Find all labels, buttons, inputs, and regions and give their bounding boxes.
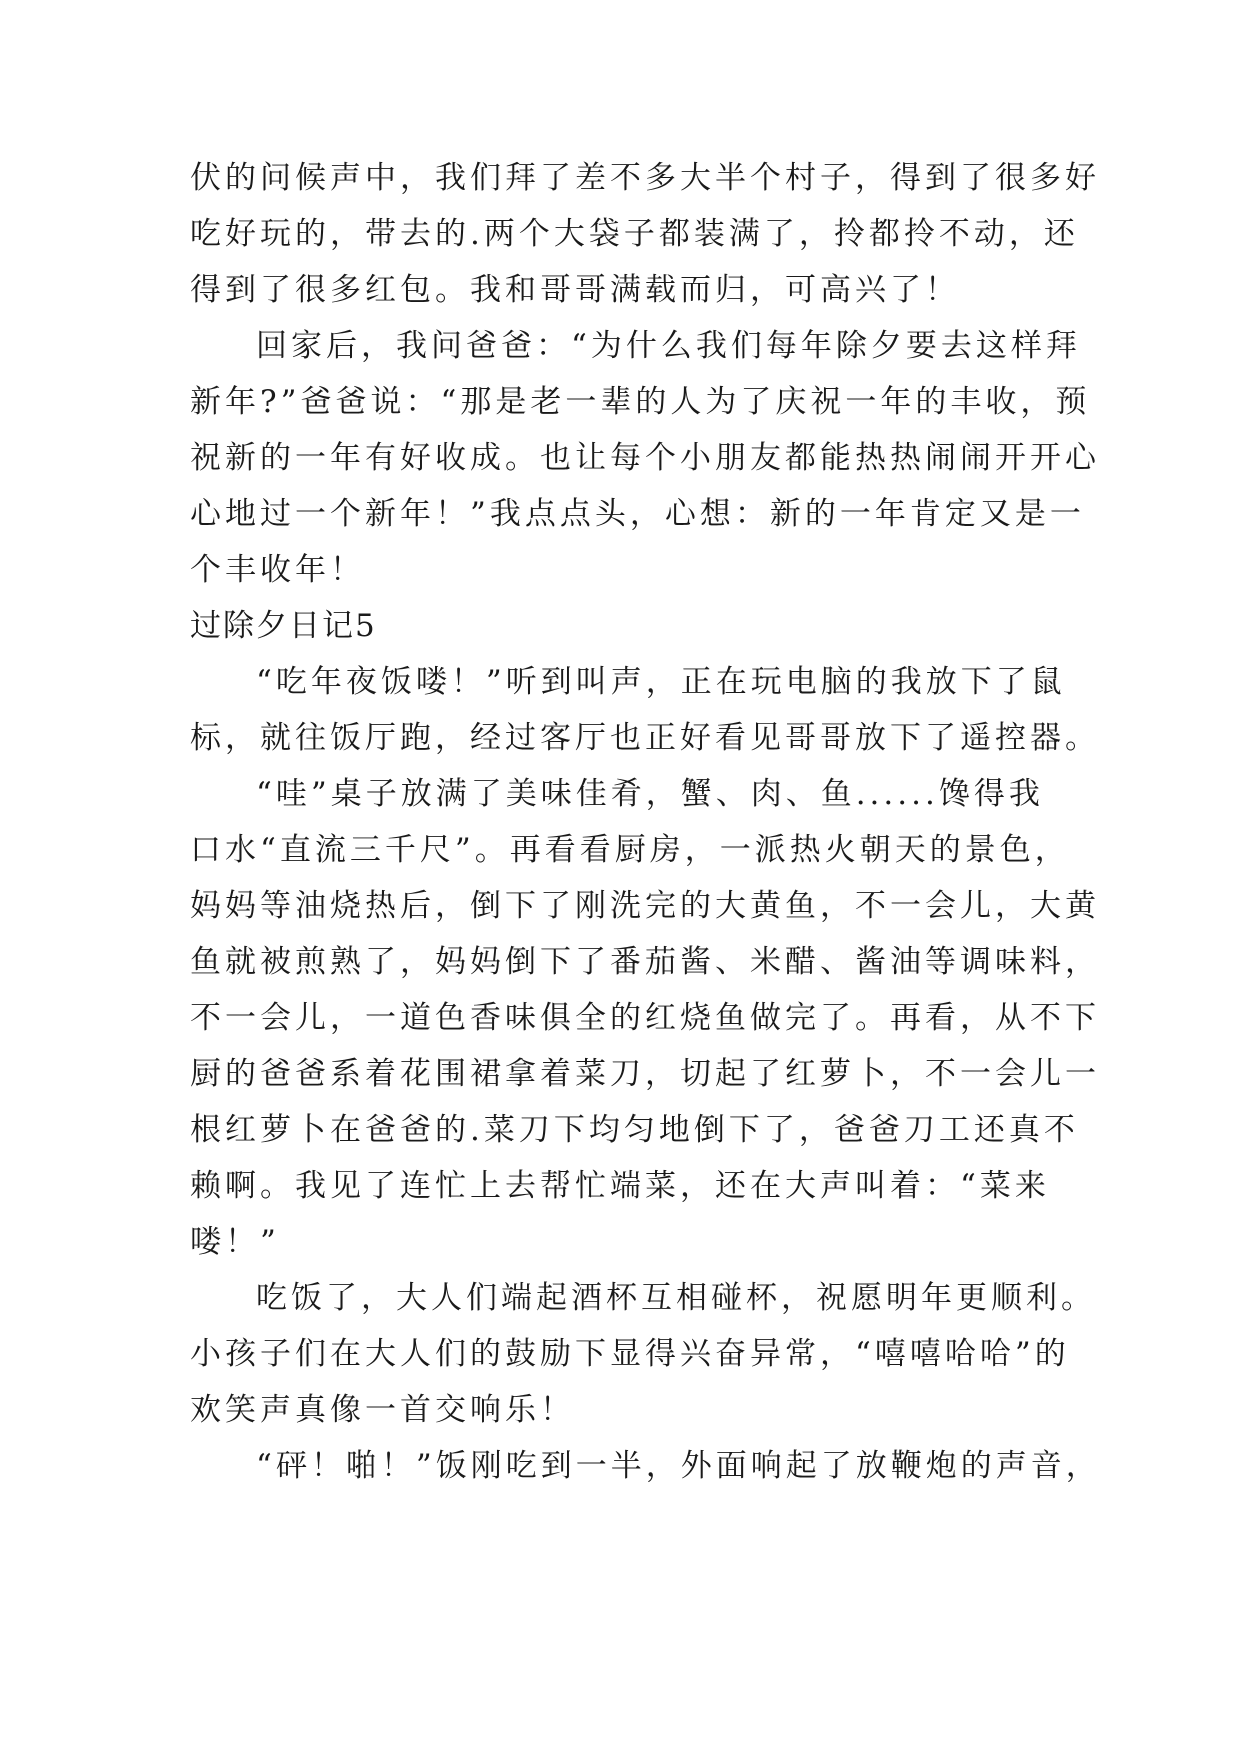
paragraph-line: 欢笑声真像一首交响乐！: [190, 1392, 575, 1428]
paragraph-line: 吃饭了，大人们端起酒杯互相碰杯，祝愿明年更顺利。: [256, 1280, 1096, 1316]
paragraph-line: 小孩子们在大人们的鼓励下显得兴奋异常，“嘻嘻哈哈”的: [190, 1336, 1070, 1372]
paragraph-line: 根红萝卜在爸爸的.菜刀下均匀地倒下了，爸爸刀工还真不: [190, 1112, 1079, 1148]
paragraph-line: 鱼就被煎熟了，妈妈倒下了番茄酱、米醋、酱油等调味料，: [190, 944, 1100, 980]
document-body: [190, 150, 1101, 1494]
paragraph-line: 妈妈等油烧热后，倒下了刚洗完的大黄鱼，不一会儿，大黄: [190, 888, 1100, 924]
paragraph-line: 新年?”爸爸说：“那是老一辈的人为了庆祝一年的丰收，预: [190, 384, 1091, 420]
paragraph-line: “哇”桌子放满了美味佳肴，蟹、肉、鱼......馋得我: [256, 776, 1044, 812]
paragraph-line: 个丰收年！: [190, 552, 365, 588]
paragraph-line: 赖啊。我见了连忙上去帮忙端菜，还在大声叫着：“菜来: [190, 1168, 1050, 1204]
paragraph-line: 标，就往饭厅跑，经过客厅也正好看见哥哥放下了遥控器。: [190, 720, 1100, 756]
paragraph-line: 伏的问候声中，我们拜了差不多大半个村子，得到了很多好: [190, 160, 1100, 196]
paragraph-line: 吃好玩的，带去的.两个大袋子都装满了，拎都拎不动，还: [190, 216, 1079, 252]
paragraph-line: 厨的爸爸系着花围裙拿着菜刀，切起了红萝卜，不一会儿一: [190, 1056, 1100, 1092]
paragraph-line: 不一会儿，一道色香味俱全的红烧鱼做完了。再看，从不下: [190, 1000, 1100, 1036]
paragraph-line: 心地过一个新年！”我点点头，心想：新的一年肯定又是一: [190, 496, 1085, 532]
paragraph-line: 喽！”: [190, 1224, 280, 1260]
paragraph-line: 回家后，我问爸爸：“为什么我们每年除夕要去这样拜: [256, 328, 1081, 364]
paragraph-line: “砰！啪！”饭刚吃到一半，外面响起了放鞭炮的声音，: [256, 1448, 1101, 1484]
paragraph-line: 祝新的一年有好收成。也让每个小朋友都能热热闹闹开开心: [190, 440, 1100, 476]
section-heading: 过除夕日记5: [190, 608, 377, 644]
paragraph-line: 口水“直流三千尺”。再看看厨房，一派热火朝天的景色，: [190, 832, 1070, 868]
paragraph-line: 得到了很多红包。我和哥哥满载而归，可高兴了！: [190, 272, 960, 308]
paragraph-line: “吃年夜饭喽！”听到叫声，正在玩电脑的我放下了鼠: [256, 664, 1066, 700]
